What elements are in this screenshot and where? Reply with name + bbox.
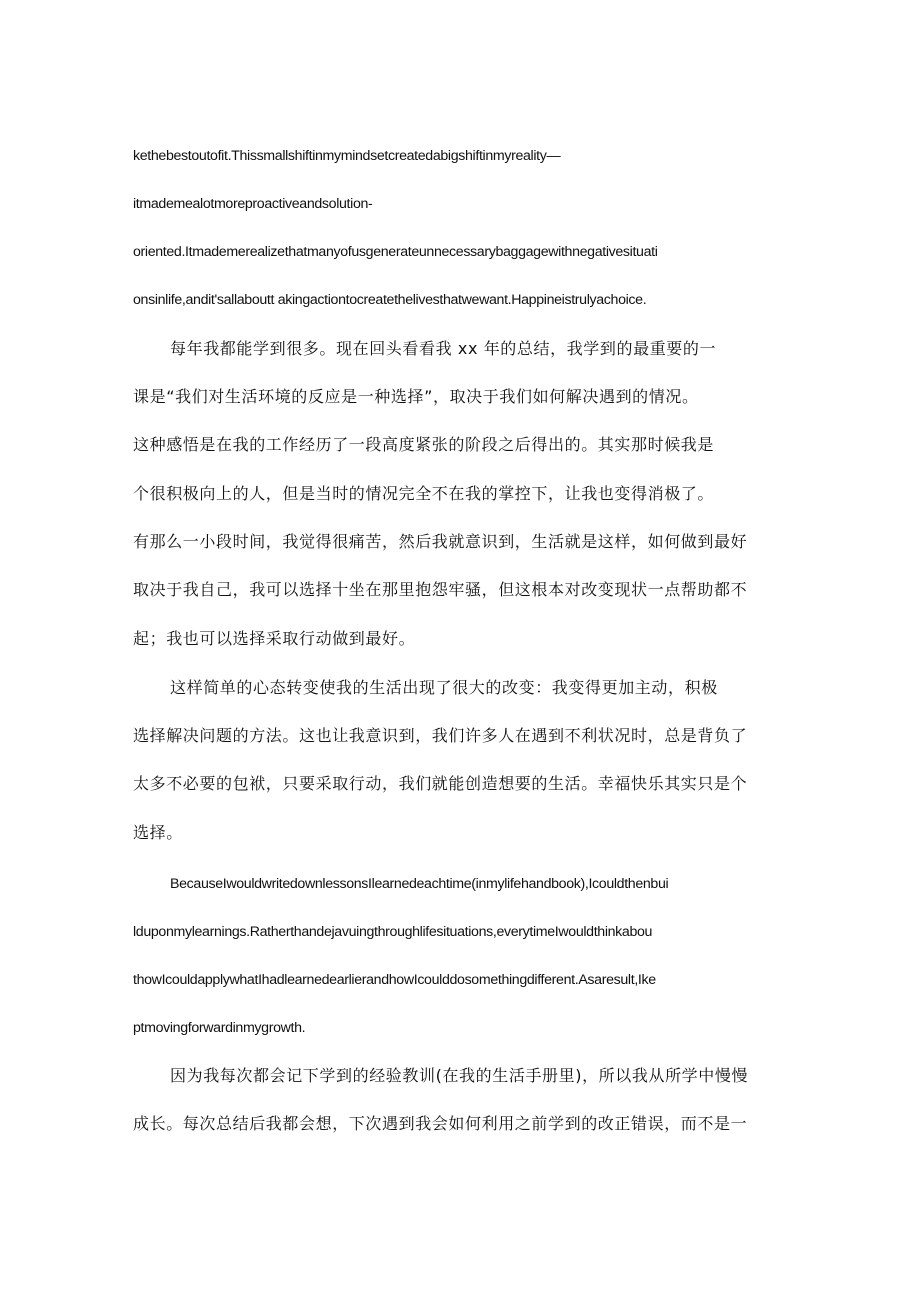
paragraph-2-line-3: 这种感悟是在我的工作经历了一段高度紧张的阶段之后得出的。其实那时候我是 [133, 435, 715, 454]
paragraph-4-line-2: lduponmylearnings.Ratherthandejavuingthroughlifesituations,everytimeIwouldthinkabou [133, 924, 653, 940]
paragraph-4-line-3: thowIcouldapplywhatIhadlearnedearlierandhowIcoulddosomethingdifferent.Asaresult,Ike [133, 972, 656, 988]
paragraph-3-line-1: 这样简单的心态转变使我的生活出现了很大的改变：我变得更加主动，积极 [170, 678, 718, 697]
paragraph-1-line-4: onsinlife,andit'sallaboutt akingactiontocreatethelivesthatwewant.Happineistrulyachoice. [133, 292, 647, 308]
paragraph-1-line-2: itmademealotmoreproactiveandsolution- [133, 196, 373, 212]
paragraph-5-line-2: 成长。每次总结后我都会想，下次遇到我会如何利用之前学到的改正错误，而不是一 [133, 1114, 748, 1133]
paragraph-4-line-4: ptmovingforwardinmygrowth. [133, 1020, 306, 1036]
paragraph-3-line-4: 选择。 [133, 823, 183, 842]
paragraph-2-line-1: 每年我都能学到很多。现在回头看看我 xx 年的总结，我学到的最重要的一 [170, 339, 717, 358]
paragraph-2-line-7: 起；我也可以选择采取行动做到最好。 [133, 629, 416, 648]
paragraph-2-line-6: 取决于我自己，我可以选择十坐在那里抱怨牢骚，但这根本对改变现状一点帮助都不 [133, 580, 748, 599]
paragraph-2-line-5: 有那么一小段时间，我觉得很痛苦，然后我就意识到，生活就是这样，如何做到最好 [133, 532, 748, 551]
paragraph-1-line-3: oriented.Itmademerealizethatmanyofusgenerateunnecessarybaggagewithnegativesituati [133, 244, 658, 260]
paragraph-2-line-2: 课是“我们对生活环境的反应是一种选择”，取决于我们如何解决遇到的情况。 [133, 387, 699, 406]
paragraph-2-line-4: 个很积极向上的人，但是当时的情况完全不在我的掌控下，让我也变得消极了。 [133, 484, 715, 503]
paragraph-4-line-1: BecauseIwouldwritedownlessonsIlearnedeachtime(inmylifehandbook),Icouldthenbui [170, 876, 669, 892]
paragraph-1-line-1: kethebestoutofit.Thissmallshiftinmymindsetcreatedabigshiftinmyreality— [133, 148, 561, 164]
paragraph-5-line-1: 因为我每次都会记下学到的经验教训(在我的生活手册里)，所以我从所学中慢慢 [170, 1066, 749, 1085]
paragraph-3-line-3: 太多不必要的包袱，只要采取行动，我们就能创造想要的生活。幸福快乐其实只是个 [133, 774, 748, 793]
paragraph-3-line-2: 选择解决问题的方法。这也让我意识到，我们许多人在遇到不利状况时，总是背负了 [133, 726, 748, 745]
